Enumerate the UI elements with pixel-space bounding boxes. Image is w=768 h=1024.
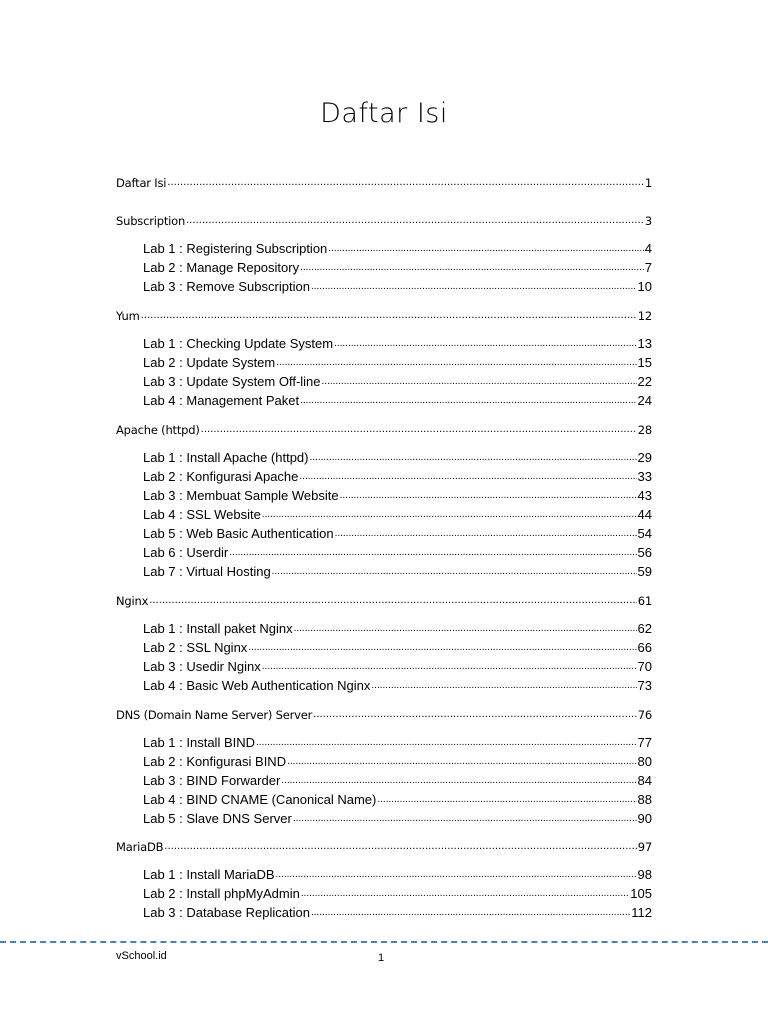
toc-entry-page: 105: [630, 886, 652, 901]
toc-entry-page: 76: [637, 708, 652, 722]
toc-entry-label: Lab 1 : Install Apache (httpd): [143, 450, 309, 465]
toc-lab-entry[interactable]: [143, 237, 652, 256]
toc-entry-label: DNS (Domain Name Server) Server: [116, 708, 313, 722]
toc-leader-dots: [294, 625, 637, 633]
toc-entry-label: Yum: [116, 309, 140, 323]
toc-entry-page: 43: [637, 488, 652, 503]
toc-lab-entry[interactable]: [143, 484, 652, 503]
page-break-divider: [0, 941, 768, 943]
toc-entry-page: 7: [644, 260, 652, 275]
toc-section-entry[interactable]: [116, 209, 652, 228]
toc-entry-label: Lab 1 : Registering Subscription: [143, 241, 328, 256]
toc-leader-dots: [300, 264, 644, 272]
toc-lab-entry[interactable]: [143, 636, 652, 655]
toc-leader-dots: [293, 815, 637, 823]
toc-entry-label: Lab 2 : Install phpMyAdmin: [143, 886, 300, 901]
toc-entry-label: Lab 1 : Checking Update System: [143, 336, 334, 351]
toc-section-entry[interactable]: [116, 835, 652, 854]
footer-site: vSchool.id: [116, 950, 167, 962]
toc-lab-entry[interactable]: [143, 807, 652, 826]
toc-entry-page: 80: [637, 754, 652, 769]
toc-entry-label: Nginx: [116, 594, 149, 608]
toc-entry-label: Lab 3 : Database Replication: [143, 905, 310, 920]
toc-entry-label: Lab 4 : Management Paket: [143, 393, 300, 408]
toc-lab-entry[interactable]: [143, 560, 652, 579]
toc-entry-page: 22: [637, 374, 652, 389]
toc-entry-label: Lab 3 : Update System Off-line: [143, 374, 321, 389]
toc-leader-dots: [201, 426, 637, 434]
toc-leader-dots: [311, 283, 637, 291]
toc-entry-page: 77: [637, 735, 652, 750]
toc-entry-label: Lab 1 : Install MariaDB: [143, 867, 275, 882]
page-title: Daftar Isi: [320, 98, 448, 129]
toc-entry-page: 61: [637, 594, 652, 608]
toc-leader-dots: [186, 217, 644, 225]
toc-entry-page: 12: [637, 309, 652, 323]
toc-entry-page: 98: [637, 867, 652, 882]
toc-entry-page: 62: [637, 621, 652, 636]
toc-entry-page: 33: [637, 469, 652, 484]
toc-lab-entry[interactable]: [143, 522, 652, 541]
toc-entry-label: Lab 3 : Remove Subscription: [143, 279, 310, 294]
toc-entry-label: Lab 7 : Virtual Hosting: [143, 564, 271, 579]
toc-entry-label: Lab 1 : Install BIND: [143, 735, 255, 750]
toc-leader-dots: [313, 711, 637, 719]
toc-lab-entry[interactable]: [143, 351, 652, 370]
toc-leader-dots: [256, 739, 637, 747]
toc-entry-label: Lab 2 : Manage Repository: [143, 260, 300, 275]
toc-entry-page: 59: [637, 564, 652, 579]
toc-entry-label: Lab 4 : SSL Website: [143, 507, 261, 522]
toc-entry-page: 4: [644, 241, 652, 256]
toc-entry-page: 112: [631, 905, 652, 920]
toc-entry-label: Apache (httpd): [116, 423, 200, 437]
toc-entry-page: 44: [637, 507, 652, 522]
toc-entry-page: 90: [637, 811, 652, 826]
toc-entry-page: 66: [637, 640, 652, 655]
toc-lab-entry[interactable]: [143, 731, 652, 750]
toc-leader-dots: [262, 663, 637, 671]
toc-entry-page: 97: [637, 840, 652, 854]
toc-section-entry[interactable]: [116, 589, 652, 608]
toc-section-entry[interactable]: [116, 304, 652, 323]
toc-leader-dots: [276, 359, 636, 367]
toc-leader-dots: [167, 179, 644, 187]
toc-leader-dots: [328, 245, 643, 253]
toc-section-entry[interactable]: [116, 418, 652, 437]
toc-leader-dots: [149, 597, 637, 605]
toc-entry-page: 84: [637, 773, 652, 788]
toc-entry-page: 1: [644, 176, 652, 190]
toc-lab-entry[interactable]: [143, 655, 652, 674]
toc-leader-dots: [287, 758, 636, 766]
toc-entry-page: 24: [637, 393, 652, 408]
toc-leader-dots: [299, 473, 636, 481]
toc-entry-label: Lab 4 : BIND CNAME (Canonical Name): [143, 792, 377, 807]
toc-lab-entry[interactable]: [143, 882, 652, 901]
toc-leader-dots: [310, 454, 637, 462]
toc-leader-dots: [322, 378, 637, 386]
toc-leader-dots: [272, 568, 637, 576]
toc-entry-page: 13: [637, 336, 652, 351]
toc-lab-entry[interactable]: [143, 446, 652, 465]
toc-lab-entry[interactable]: [143, 788, 652, 807]
toc-leader-dots: [300, 397, 636, 405]
toc-entry-label: Lab 2 : SSL Nginx: [143, 640, 248, 655]
toc-entry-label: Subscription: [116, 214, 186, 228]
toc-entry-page: 28: [637, 423, 652, 437]
toc-leader-dots: [335, 530, 637, 538]
toc-leader-dots: [371, 682, 636, 690]
toc-entry-page: 70: [637, 659, 652, 674]
toc-entry-page: 15: [637, 355, 652, 370]
toc-entry-page: 10: [637, 279, 652, 294]
toc-entry-label: Lab 3 : Usedir Nginx: [143, 659, 261, 674]
toc-lab-entry[interactable]: [143, 769, 652, 788]
toc-entry-label: Lab 5 : Slave DNS Server: [143, 811, 292, 826]
toc-leader-dots: [301, 890, 629, 898]
toc-lab-entry[interactable]: [143, 863, 652, 882]
toc-entry-label: Lab 2 : Konfigurasi Apache: [143, 469, 299, 484]
toc-lab-entry[interactable]: [143, 541, 652, 560]
toc-lab-entry[interactable]: [143, 503, 652, 522]
toc-section-entry[interactable]: [116, 171, 652, 190]
toc-leader-dots: [276, 871, 637, 879]
toc-lab-entry[interactable]: [143, 617, 652, 636]
toc-entry-label: Lab 1 : Install paket Nginx: [143, 621, 293, 636]
toc-leader-dots: [141, 312, 637, 320]
toc-lab-entry[interactable]: [143, 465, 652, 484]
toc-entry-page: 73: [637, 678, 652, 693]
toc-entry-page: 3: [644, 214, 652, 228]
toc-lab-entry[interactable]: [143, 256, 652, 275]
toc-entry-label: Daftar Isi: [116, 176, 167, 190]
toc-entry-page: 54: [637, 526, 652, 541]
toc-lab-entry[interactable]: [143, 674, 652, 693]
toc-lab-entry[interactable]: [143, 332, 652, 351]
toc-leader-dots: [229, 549, 636, 557]
toc-leader-dots: [311, 909, 630, 917]
toc-leader-dots: [334, 340, 636, 348]
toc-entry-label: Lab 6 : Userdir: [143, 545, 229, 560]
toc-leader-dots: [262, 511, 637, 519]
toc-entry-label: Lab 4 : Basic Web Authentication Nginx: [143, 678, 371, 693]
toc-lab-entry[interactable]: [143, 389, 652, 408]
toc-leader-dots: [281, 777, 636, 785]
toc-lab-entry[interactable]: [143, 275, 652, 294]
toc-entry-page: 88: [637, 792, 652, 807]
toc-entry-label: Lab 2 : Update System: [143, 355, 276, 370]
toc-section-entry[interactable]: [116, 703, 652, 722]
toc-leader-dots: [248, 644, 636, 652]
toc-entry-label: Lab 3 : BIND Forwarder: [143, 773, 281, 788]
toc-lab-entry[interactable]: [143, 750, 652, 769]
toc-leader-dots: [164, 843, 636, 851]
footer-page-number: 1: [378, 952, 385, 964]
toc-entry-label: Lab 5 : Web Basic Authentication: [143, 526, 334, 541]
toc-entry-page: 29: [637, 450, 652, 465]
toc-leader-dots: [340, 492, 637, 500]
toc-entry-label: Lab 3 : Membuat Sample Website: [143, 488, 339, 503]
toc-entry-label: Lab 2 : Konfigurasi BIND: [143, 754, 287, 769]
toc-lab-entry[interactable]: [143, 901, 652, 920]
toc-lab-entry[interactable]: [143, 370, 652, 389]
toc-leader-dots: [377, 796, 636, 804]
toc-entry-label: MariaDB: [116, 840, 164, 854]
toc-entry-page: 56: [637, 545, 652, 560]
